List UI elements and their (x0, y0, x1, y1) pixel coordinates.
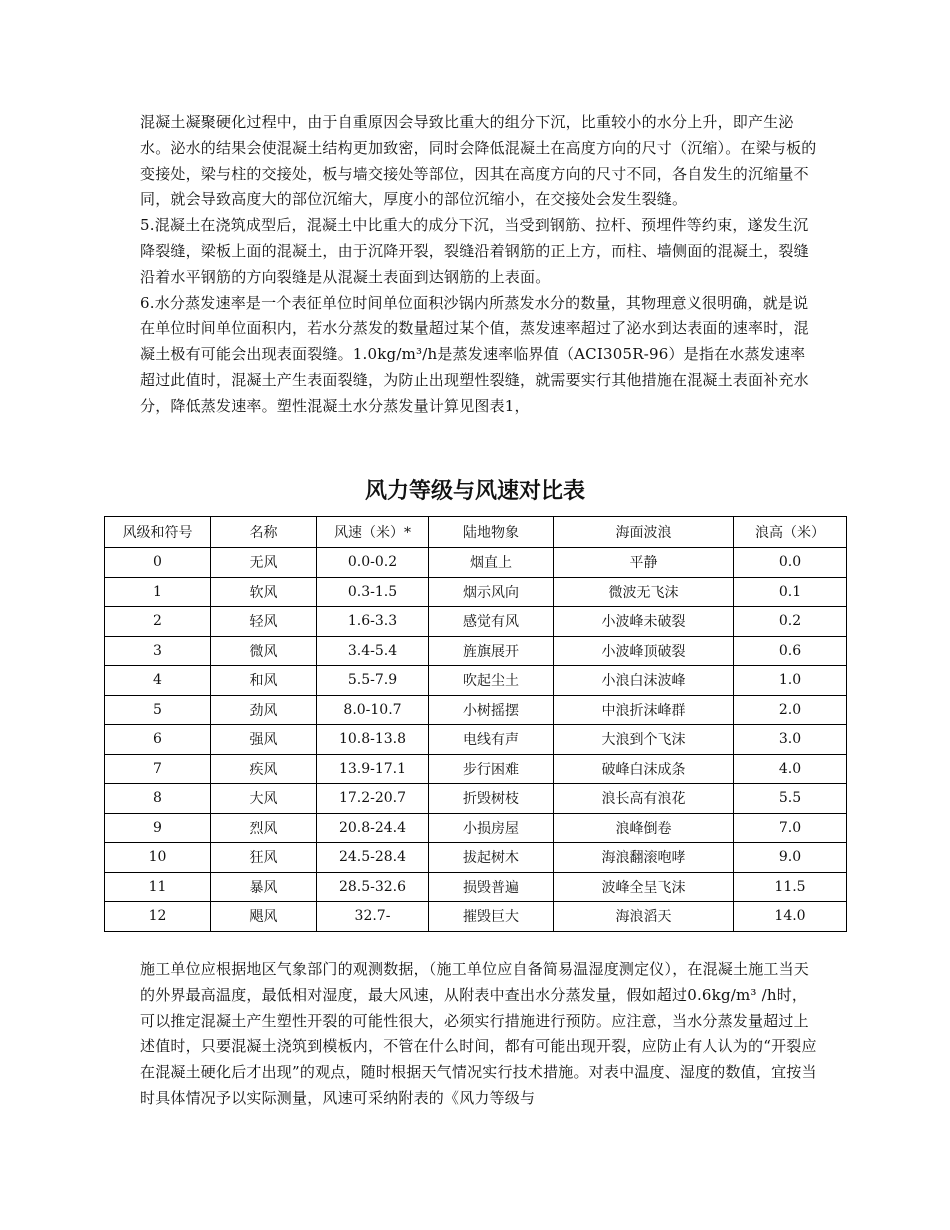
table-row (105, 784, 847, 814)
cell-name: 疾风 (211, 754, 317, 784)
cell-sea-waves: 大浪到个飞沫 (554, 725, 734, 755)
table-row (105, 607, 847, 637)
cell-wave-height: 9.0 (734, 843, 847, 873)
cell-wind-speed: 20.8-24.4 (317, 813, 429, 843)
table-row (105, 577, 847, 607)
cell-wave-height: 0.0 (734, 548, 847, 578)
cell-wave-height: 1.0 (734, 666, 847, 696)
header-wind-speed: 风速（米）* (317, 517, 429, 548)
top-text-block (140, 110, 820, 420)
cell-wind-speed: 0.0-0.2 (317, 548, 429, 578)
header-wind-grade: 风级和符号 (105, 517, 211, 548)
table-title: 风力等级与风速对比表 (364, 479, 585, 504)
wind-scale-table (104, 516, 847, 932)
cell-wind-grade: 3 (105, 636, 211, 666)
cell-name: 微风 (211, 636, 317, 666)
cell-wind-grade: 1 (105, 577, 211, 607)
table-row (105, 548, 847, 578)
cell-wind-speed: 17.2-20.7 (317, 784, 429, 814)
bottom-text-block (140, 957, 820, 1112)
cell-sea-waves: 海浪滔天 (554, 902, 734, 932)
cell-wave-height: 2.0 (734, 695, 847, 725)
table-row (105, 636, 847, 666)
cell-wind-grade: 4 (105, 666, 211, 696)
paragraph-point-6: 6.水分蒸发速率是一个表征单位时间单位面积沙锅内所蒸发水分的数量，其物理意义很明确，就是说在单位时间单位面积内，若水分蒸发的数量超过某个值，蒸发速率超过了泌水到达表面的速率时，混凝土极有可能会出现表面裂缝。1.0kg/m³/h是蒸发速率临界值（ACI305R-96）是指在水蒸发速率超过此值时，混凝土产生表面裂缝，为防止出现塑性裂缝，就需要实行其他措施在混凝土表面补充水分，降低蒸发速率。塑性混凝土水分蒸发量计算见图表1， (140, 293, 809, 415)
cell-wind-grade: 6 (105, 725, 211, 755)
cell-wave-height: 14.0 (734, 902, 847, 932)
cell-name: 烈风 (211, 813, 317, 843)
cell-sea-waves: 平静 (554, 548, 734, 578)
cell-land-phenomena: 吹起尘土 (429, 666, 554, 696)
cell-wind-speed: 24.5-28.4 (317, 843, 429, 873)
cell-sea-waves: 浪峰倒卷 (554, 813, 734, 843)
cell-name: 大风 (211, 784, 317, 814)
table-row (105, 695, 847, 725)
cell-land-phenomena: 损毁普遍 (429, 872, 554, 902)
cell-land-phenomena: 烟直上 (429, 548, 554, 578)
cell-wave-height: 0.6 (734, 636, 847, 666)
cell-name: 飓风 (211, 902, 317, 932)
cell-wind-speed: 0.3-1.5 (317, 577, 429, 607)
cell-wind-grade: 9 (105, 813, 211, 843)
cell-name: 无风 (211, 548, 317, 578)
cell-wave-height: 4.0 (734, 754, 847, 784)
cell-wave-height: 0.1 (734, 577, 847, 607)
cell-wind-grade: 12 (105, 902, 211, 932)
cell-wind-grade: 10 (105, 843, 211, 873)
header-sea-waves: 海面波浪 (554, 517, 734, 548)
cell-wind-grade: 8 (105, 784, 211, 814)
cell-name: 和风 (211, 666, 317, 696)
cell-wave-height: 3.0 (734, 725, 847, 755)
table-header-row (105, 517, 847, 548)
paragraph-settlement-bleeding: 混凝土凝聚硬化过程中，由于自重原因会导致比重大的组分下沉，比重较小的水分上升，即产生泌水。泌水的结果会使混凝土结构更加致密，同时会降低混凝土在高度方向的尺寸（沉缩）。在梁与板的变接处，梁与柱的交接处，板与墙交接处等部位，因其在高度方向的尺寸不同，各自发生的沉缩量不同，就会导致高度大的部位沉缩大，厚度小的部位沉缩小，在交接处会发生裂缝。 (140, 113, 817, 209)
cell-wave-height: 5.5 (734, 784, 847, 814)
cell-sea-waves: 中浪折沫峰群 (554, 695, 734, 725)
table-row (105, 666, 847, 696)
table-row (105, 725, 847, 755)
table-row (105, 813, 847, 843)
cell-land-phenomena: 摧毁巨大 (429, 902, 554, 932)
cell-name: 强风 (211, 725, 317, 755)
table-row (105, 902, 847, 932)
cell-name: 轻风 (211, 607, 317, 637)
cell-land-phenomena: 感觉有风 (429, 607, 554, 637)
cell-sea-waves: 小浪白沫波峰 (554, 666, 734, 696)
table-row (105, 754, 847, 784)
cell-land-phenomena: 小损房屋 (429, 813, 554, 843)
cell-sea-waves: 波峰全呈飞沫 (554, 872, 734, 902)
cell-land-phenomena: 小树摇摆 (429, 695, 554, 725)
cell-wind-grade: 11 (105, 872, 211, 902)
cell-wave-height: 7.0 (734, 813, 847, 843)
cell-wind-speed: 28.5-32.6 (317, 872, 429, 902)
cell-wind-speed: 13.9-17.1 (317, 754, 429, 784)
cell-sea-waves: 海浪翻滚咆哮 (554, 843, 734, 873)
cell-name: 暴风 (211, 872, 317, 902)
table-body (105, 548, 847, 932)
cell-wave-height: 11.5 (734, 872, 847, 902)
cell-wind-grade: 5 (105, 695, 211, 725)
header-wave-height: 浪高（米） (734, 517, 847, 548)
cell-land-phenomena: 折毁树枝 (429, 784, 554, 814)
cell-name: 软风 (211, 577, 317, 607)
paragraph-point-5: 5.混凝土在浇筑成型后，混凝土中比重大的成分下沉，当受到钢筋、拉杆、预埋件等约束，遂发生沉降裂缝，梁板上面的混凝土，由于沉降开裂，裂缝沿着钢筋的正上方，而柱、墙侧面的混凝土，裂缝沿着水平钢筋的方向裂缝是从混凝土表面到达钢筋的上表面。 (140, 216, 809, 286)
cell-wind-speed: 10.8-13.8 (317, 725, 429, 755)
cell-wind-speed: 3.4-5.4 (317, 636, 429, 666)
cell-wind-speed: 8.0-10.7 (317, 695, 429, 725)
paragraph-construction-guidance: 施工单位应根据地区气象部门的观测数据，（施工单位应自备简易温湿度测定仪），在混凝土施工当天的外界最高温度，最低相对湿度，最大风速，从附表中查出水分蒸发量，假如超过0.6kg/m³ /h时，可以推定混凝土产生塑性开裂的可能性很大，必须实行措施进行预防。应注意，当水分蒸发量超过上述值时，只要混凝土浇筑到模板内，不管在什么时间，都有可能出现开裂，应防止有人认为的“开裂应在混凝土硬化后才出现”的观点，随时根据天气情况实行技术措施。对表中温度、湿度的数值，宜按当时具体情况予以实际测量，风速可采纳附表的《风力等级与 (140, 960, 817, 1107)
cell-wind-grade: 2 (105, 607, 211, 637)
cell-wind-grade: 7 (105, 754, 211, 784)
cell-sea-waves: 浪长高有浪花 (554, 784, 734, 814)
cell-wind-speed: 32.7- (317, 902, 429, 932)
cell-land-phenomena: 步行困难 (429, 754, 554, 784)
cell-land-phenomena: 烟示风向 (429, 577, 554, 607)
cell-name: 劲风 (211, 695, 317, 725)
cell-wave-height: 0.2 (734, 607, 847, 637)
table-row (105, 872, 847, 902)
cell-wind-grade: 0 (105, 548, 211, 578)
cell-land-phenomena: 电线有声 (429, 725, 554, 755)
cell-land-phenomena: 旌旗展开 (429, 636, 554, 666)
header-land-phenomena: 陆地物象 (429, 517, 554, 548)
cell-sea-waves: 微波无飞沫 (554, 577, 734, 607)
cell-wind-speed: 1.6-3.3 (317, 607, 429, 637)
cell-sea-waves: 破峰白沫成条 (554, 754, 734, 784)
cell-sea-waves: 小波峰顶破裂 (554, 636, 734, 666)
cell-wind-speed: 5.5-7.9 (317, 666, 429, 696)
cell-name: 狂风 (211, 843, 317, 873)
table-row (105, 843, 847, 873)
cell-sea-waves: 小波峰未破裂 (554, 607, 734, 637)
cell-land-phenomena: 拔起树木 (429, 843, 554, 873)
header-name: 名称 (211, 517, 317, 548)
